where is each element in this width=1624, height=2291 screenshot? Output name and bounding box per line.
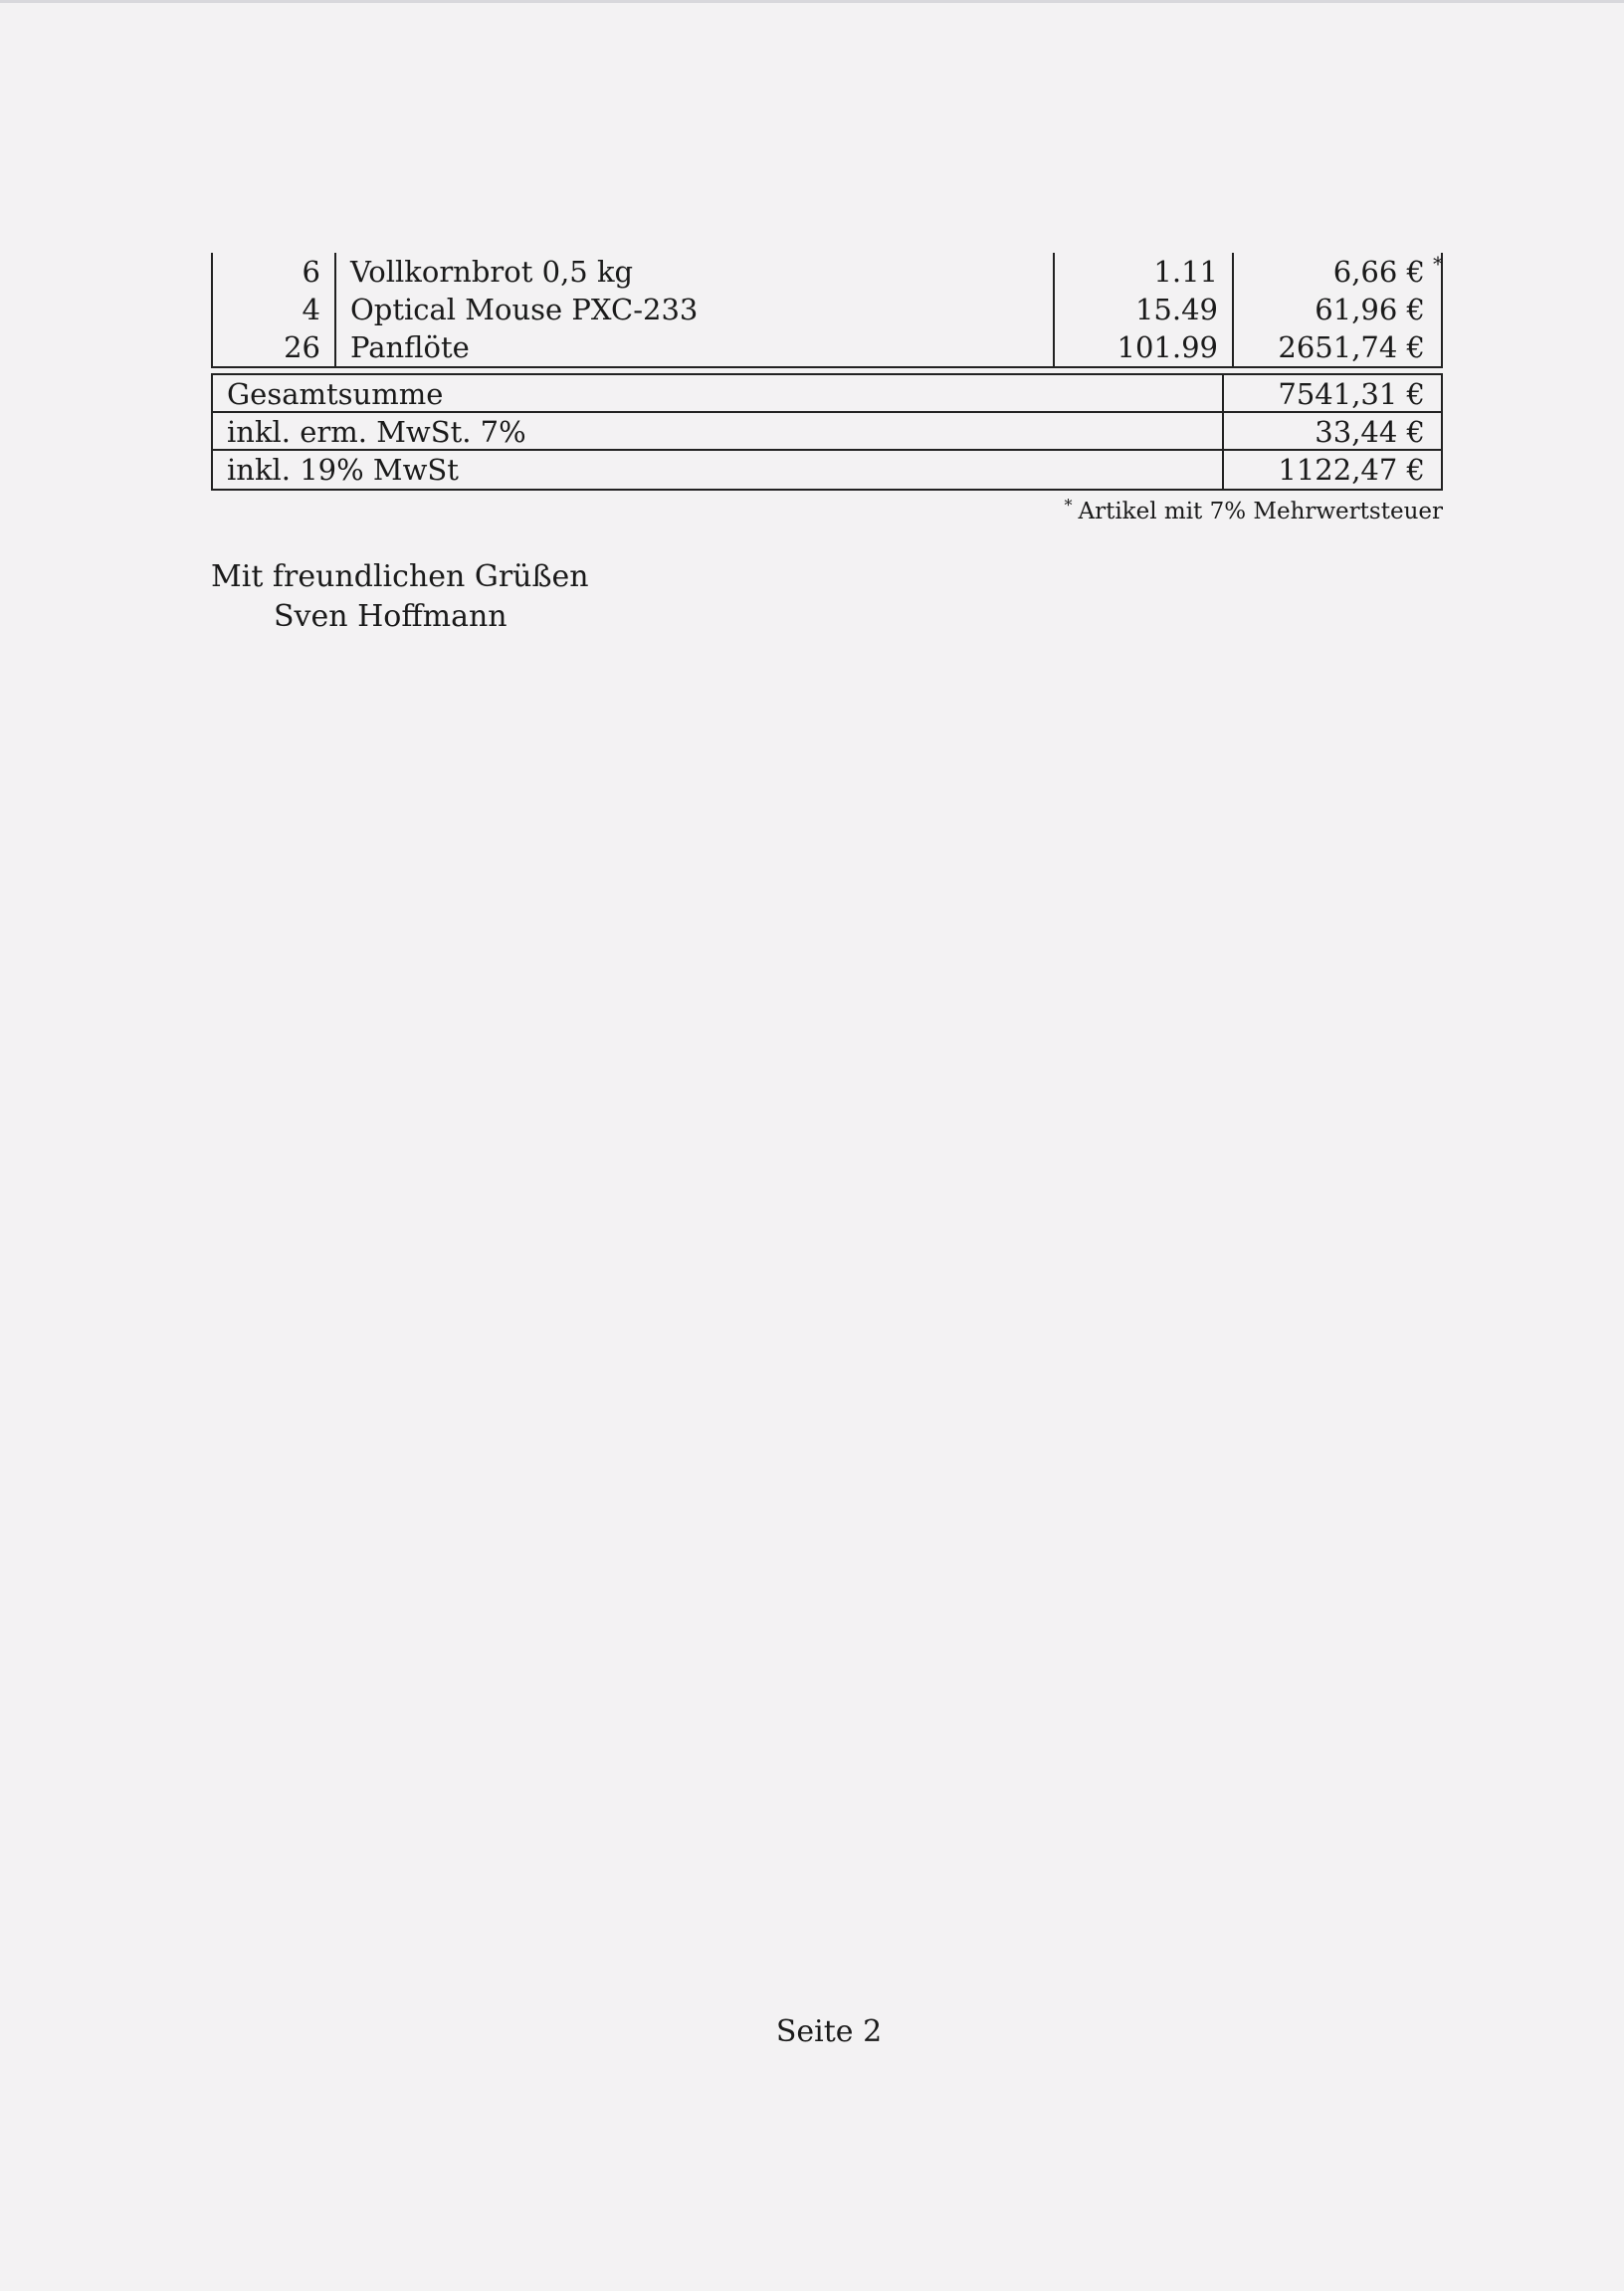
standard-vat-row: [213, 451, 1441, 489]
footnote-text: Artikel mit 7% Mehrwertsteuer: [1078, 499, 1443, 524]
standard-vat-value: 1122,47 €: [1278, 453, 1425, 487]
item-total: [1234, 328, 1441, 366]
item-quantity: 6: [213, 253, 336, 291]
reduced-vat-marker: *: [1433, 252, 1443, 276]
item-total-value: 6,66 €: [1332, 255, 1425, 289]
reduced-vat-value: 33,44 €: [1315, 415, 1425, 449]
standard-vat-label: inkl. 19% MwSt: [213, 451, 1224, 489]
table-row: [213, 291, 1441, 328]
signer-name: Sven Hoffmann: [274, 599, 508, 634]
item-unit-price: 15.49: [1055, 291, 1234, 328]
footnote-marker: *: [1064, 496, 1073, 515]
item-total: [1234, 291, 1441, 328]
page-number: Seite 2: [775, 2014, 883, 2049]
totals-table: [211, 373, 1443, 491]
item-unit-price: 1.11: [1055, 253, 1234, 291]
item-total-value: 61,96 €: [1315, 293, 1425, 326]
gross-total-row: [213, 375, 1441, 413]
reduced-vat-label: inkl. erm. MwSt. 7%: [213, 413, 1224, 449]
item-total-value: 2651,74 €: [1278, 330, 1425, 364]
item-description: Vollkornbrot 0,5 kg: [336, 253, 1055, 291]
gross-total-value: 7541,31 €: [1278, 377, 1425, 411]
table-row: [213, 328, 1441, 366]
reduced-vat-row: [213, 413, 1441, 451]
table-row: [213, 253, 1441, 291]
item-description: Optical Mouse PXC-233: [336, 291, 1055, 328]
closing-greeting: Mit freundlichen Grüßen: [211, 559, 589, 594]
vat-footnote: [1064, 496, 1443, 524]
page-top-edge: [0, 0, 1624, 3]
item-quantity: 4: [213, 291, 336, 328]
item-unit-price: 101.99: [1055, 328, 1234, 366]
item-total: [1234, 253, 1441, 291]
item-description: Panflöte: [336, 328, 1055, 366]
items-table: [211, 253, 1443, 368]
gross-total-label: Gesamtsumme: [213, 375, 1224, 411]
item-quantity: 26: [213, 328, 336, 366]
